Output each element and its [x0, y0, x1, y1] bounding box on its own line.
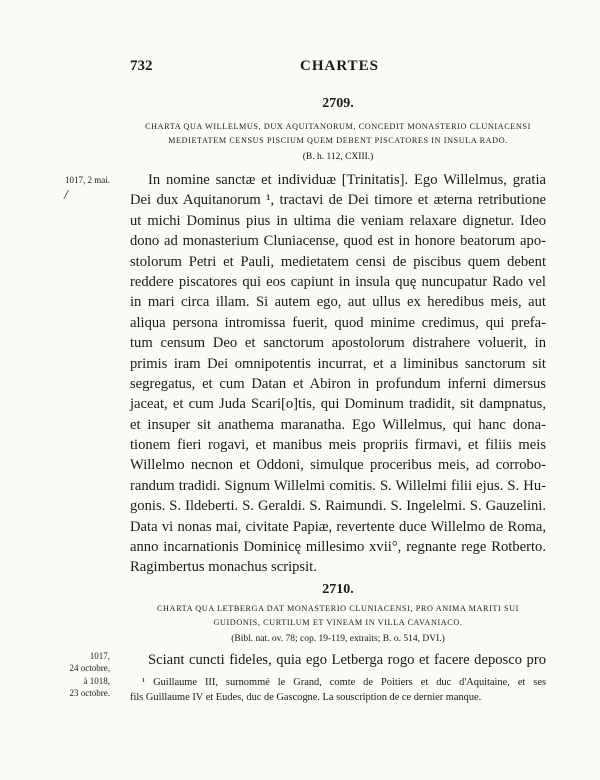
text-line: tum censum Deo et sanctorum apostolorum distrahere voluerit, in — [130, 335, 546, 352]
charter-title-2709-line-1: CHARTA QUA WILLELMUS, DUX AQUITANORUM, CONCEDIT MONASTERIO CLUNIACENSI — [145, 122, 531, 131]
margin-date-line: 24 octobre, — [69, 663, 110, 674]
text-line: segregatus, et cum Datan et Abiron in profundum inferni dimersus — [130, 375, 546, 392]
text-line: Data vi nonas mai, civitate Papiæ, revertente duce Willelmo de Roma, — [130, 518, 546, 535]
text-line: dono ad monasterium Cluniacense, quod est in honore beatorum apo- — [130, 233, 546, 250]
footnote-line: ¹ Guillaume III, surnommé le Grand, comte de Poitiers et duc d'Aquitaine, et ses — [142, 677, 546, 688]
text-line: Willelmo necnon et Oddoni, simulque proceribus meis, ad corrobo- — [130, 457, 546, 474]
margin-date-2710 — [14, 650, 110, 700]
text-line: ut michi Dominus pius in ultima die veniam relaxare dignetur. Ideo — [130, 212, 546, 229]
text-line: in mari circa illam. Si autem ego, aut ullus ex heredibus meis, aut — [130, 294, 546, 311]
text-line: Sciant cuncti fideles, quia ego Letberga rogo et facere deposco pro — [148, 652, 546, 668]
margin-date-line: 1017, — [89, 651, 110, 661]
charter-text-2710 — [130, 650, 546, 670]
page-number: 732 — [130, 58, 153, 74]
margin-date-line: à 1018, — [83, 675, 110, 686]
margin-mark: / — [64, 188, 68, 203]
text-line: aliqua persona intromissa fuerit, quod minime credimus, qui prefa- — [130, 314, 546, 331]
margin-date-line: 23 octobre. — [69, 688, 110, 699]
charter-number-2709: 2709. — [322, 96, 354, 111]
margin-date-2709: 1017, 2 mai. — [65, 175, 110, 185]
text-line: Ragimbertus monachus scripsit. — [130, 559, 317, 576]
charter-source-2709: (B. h. 112, CXIII.) — [302, 152, 374, 162]
charter-number-2710: 2710. — [322, 582, 354, 597]
text-line: anno incarnationis Dominicę millesimo xvii°, regnante rege Rotberto. — [130, 539, 546, 556]
text-line: et insuper sit anathema maranatha. Ego Willelmus, qui hanc dona- — [130, 416, 546, 433]
text-line: gonis. S. Ildeberti. S. Geraldi. S. Raimundi. S. Ingelelmi. S. Gauzelini. — [130, 498, 546, 515]
text-line: reddere piscatores qui eos capiunt in insula quę nuncupatur Rado vel — [130, 273, 546, 290]
text-line: stolorum Petri et Pauli, medietatem censi de piscibus quem debent — [130, 253, 546, 270]
text-line: primis iram Dei omnipotentis incurrat, et a liminibus sanctorum sit — [130, 355, 546, 372]
text-line: jaceat, et cum Juda Scari[o]tis, qui Dominum tradidit, sit dampnatus, — [130, 396, 546, 413]
footnote — [130, 675, 546, 705]
text-line: Dei dux Aquitanorum ¹, tractavi de Dei timore et æterna retributione — [130, 192, 546, 209]
charter-title-2710-line-1: CHARTA QUA LETBERGA DAT MONASTERIO CLUNIACENSI, PRO ANIMA MARITI SUI — [156, 604, 519, 613]
text-line: randum tradidi. Signum Willelmi comitis. S. Willelmi filii ejus. S. Hu- — [130, 477, 546, 494]
charter-text-2709 — [130, 170, 546, 578]
text-line: In nomine sanctæ et individuæ [Trinitatis]. Ego Willelmus, gratia — [148, 172, 546, 188]
charter-title-2710-line-2: GUIDONIS, CURTILUM ET VINEAM IN VILLA CAVANIACO. — [213, 618, 463, 627]
charter-source-2710: (Bibl. nat. ov. 78; cop. 19-119, extraits; B. o. 514, DVI.) — [231, 634, 445, 644]
running-title: CHARTES — [300, 58, 379, 74]
footnote-line: fils Guillaume IV et Eudes, duc de Gascogne. La souscription de ce dernier manque. — [130, 692, 482, 703]
text-line: tionem fieri rogavi, et manibus meis propriis firmavi, et filiis meis — [130, 437, 546, 454]
charter-title-2709-line-2: MEDIETATEM CENSUS PISCIUM QUEM DEBENT PISCATORES IN INSULA RADO. — [168, 136, 508, 145]
